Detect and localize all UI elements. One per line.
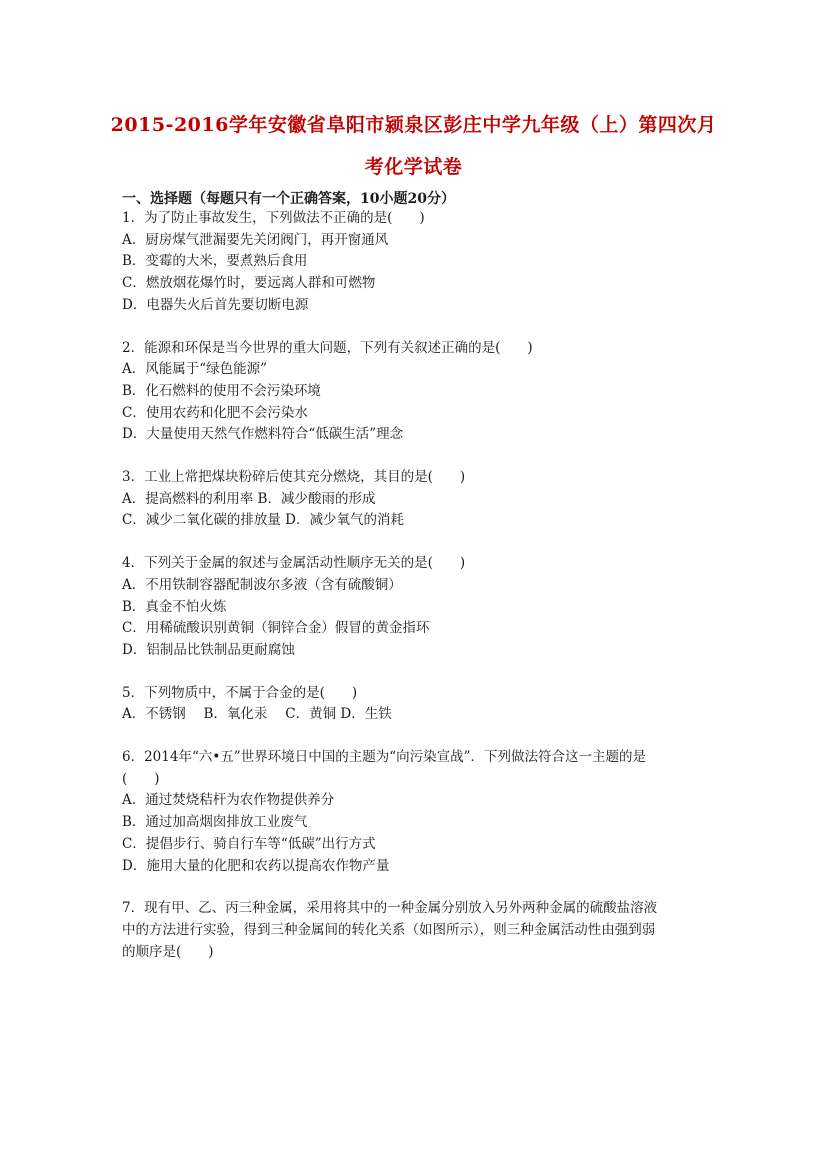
- answer-option: A．不锈钢 B．氧化汞 C．黄铜 D．生铁: [122, 706, 392, 723]
- answer-option: B．变霉的大米，要煮熟后食用: [122, 253, 308, 270]
- question-item: [122, 898, 712, 963]
- answer-option: C．燃放烟花爆竹时，要远离人群和可燃物: [122, 275, 376, 292]
- exam-title-line1: 2015-2016学年安徽省阜阳市颍泉区彭庄中学九年级（上）第四次月: [110, 114, 717, 136]
- answer-option: C．用稀硫酸识别黄铜（铜锌合金）假冒的黄金指环: [122, 620, 430, 637]
- answer-option: B．化石燃料的使用不会污染环境: [122, 382, 321, 399]
- question-stem: 4．下列关于金属的叙述与金属活动性顺序无关的是( ): [122, 555, 466, 572]
- question-item: [122, 467, 712, 532]
- question-list: [122, 208, 712, 984]
- answer-option: D．大量使用天然气作燃料符合“低碳生活”理念: [122, 426, 404, 443]
- question-stem: 7．现有甲、乙、丙三种金属，采用将其中的一种金属分别放入另外两种金属的硫酸盐溶液: [122, 900, 658, 917]
- question-stem: 1．为了防止事故发生，下列做法不正确的是( ): [122, 210, 425, 226]
- question-stem: 中的方法进行实验，得到三种金属间的转化关系（如图所示），则三种金属活动性由强到弱: [122, 921, 656, 938]
- answer-option: A．厨房煤气泄漏要先关闭阀门，再开窗通风: [122, 231, 389, 248]
- section-heading: 一、选择题（每题只有一个正确答案，10小题20分）: [122, 191, 455, 207]
- answer-option: D．施用大量的化肥和农药以提高农作物产量: [122, 857, 390, 874]
- answer-option: C．使用农药和化肥不会污染水: [122, 404, 308, 421]
- question-stem: 2．能源和环保是当今世界的重大问题，下列有关叙述正确的是( ): [122, 339, 533, 356]
- answer-option: D．铝制品比铁制品更耐腐蚀: [122, 641, 295, 658]
- question-stem: 的顺序是( ): [122, 943, 214, 960]
- question-item: [122, 553, 712, 662]
- answer-option: B．真金不怕火炼: [122, 598, 227, 615]
- question-item: [122, 683, 712, 726]
- question-item: [122, 208, 712, 317]
- answer-option: D．电器失火后首先要切断电源: [122, 296, 309, 313]
- answer-option: C．减少二氧化碳的排放量 D．减少氧气的消耗: [122, 512, 404, 529]
- question-stem: 5．下列物质中，不属于合金的是( ): [122, 684, 358, 701]
- question-stem: ( ): [122, 770, 160, 787]
- answer-option: A．风能属于“绿色能源”: [122, 361, 268, 378]
- answer-option: C．提倡步行、骑自行车等“低碳”出行方式: [122, 835, 376, 852]
- question-stem: 6．2014年“六•五”世界环境日中国的主题为“向污染宣战”．下列做法符合这一主题的是: [122, 749, 647, 766]
- question-item: [122, 747, 712, 877]
- exam-title-line2: 考化学试卷: [364, 156, 463, 178]
- answer-option: A．不用铁制容器配制波尔多液（含有硫酸铜）: [122, 576, 402, 593]
- question-item: [122, 338, 712, 447]
- question-stem: 3．工业上常把煤块粉碎后使其充分燃烧，其目的是( ): [122, 469, 466, 486]
- answer-option: A．提高燃料的利用率 B．减少酸雨的形成: [122, 490, 376, 507]
- answer-option: A．通过焚烧秸杆为农作物提供养分: [122, 792, 335, 809]
- answer-option: B．通过加高烟囱排放工业废气: [122, 814, 308, 831]
